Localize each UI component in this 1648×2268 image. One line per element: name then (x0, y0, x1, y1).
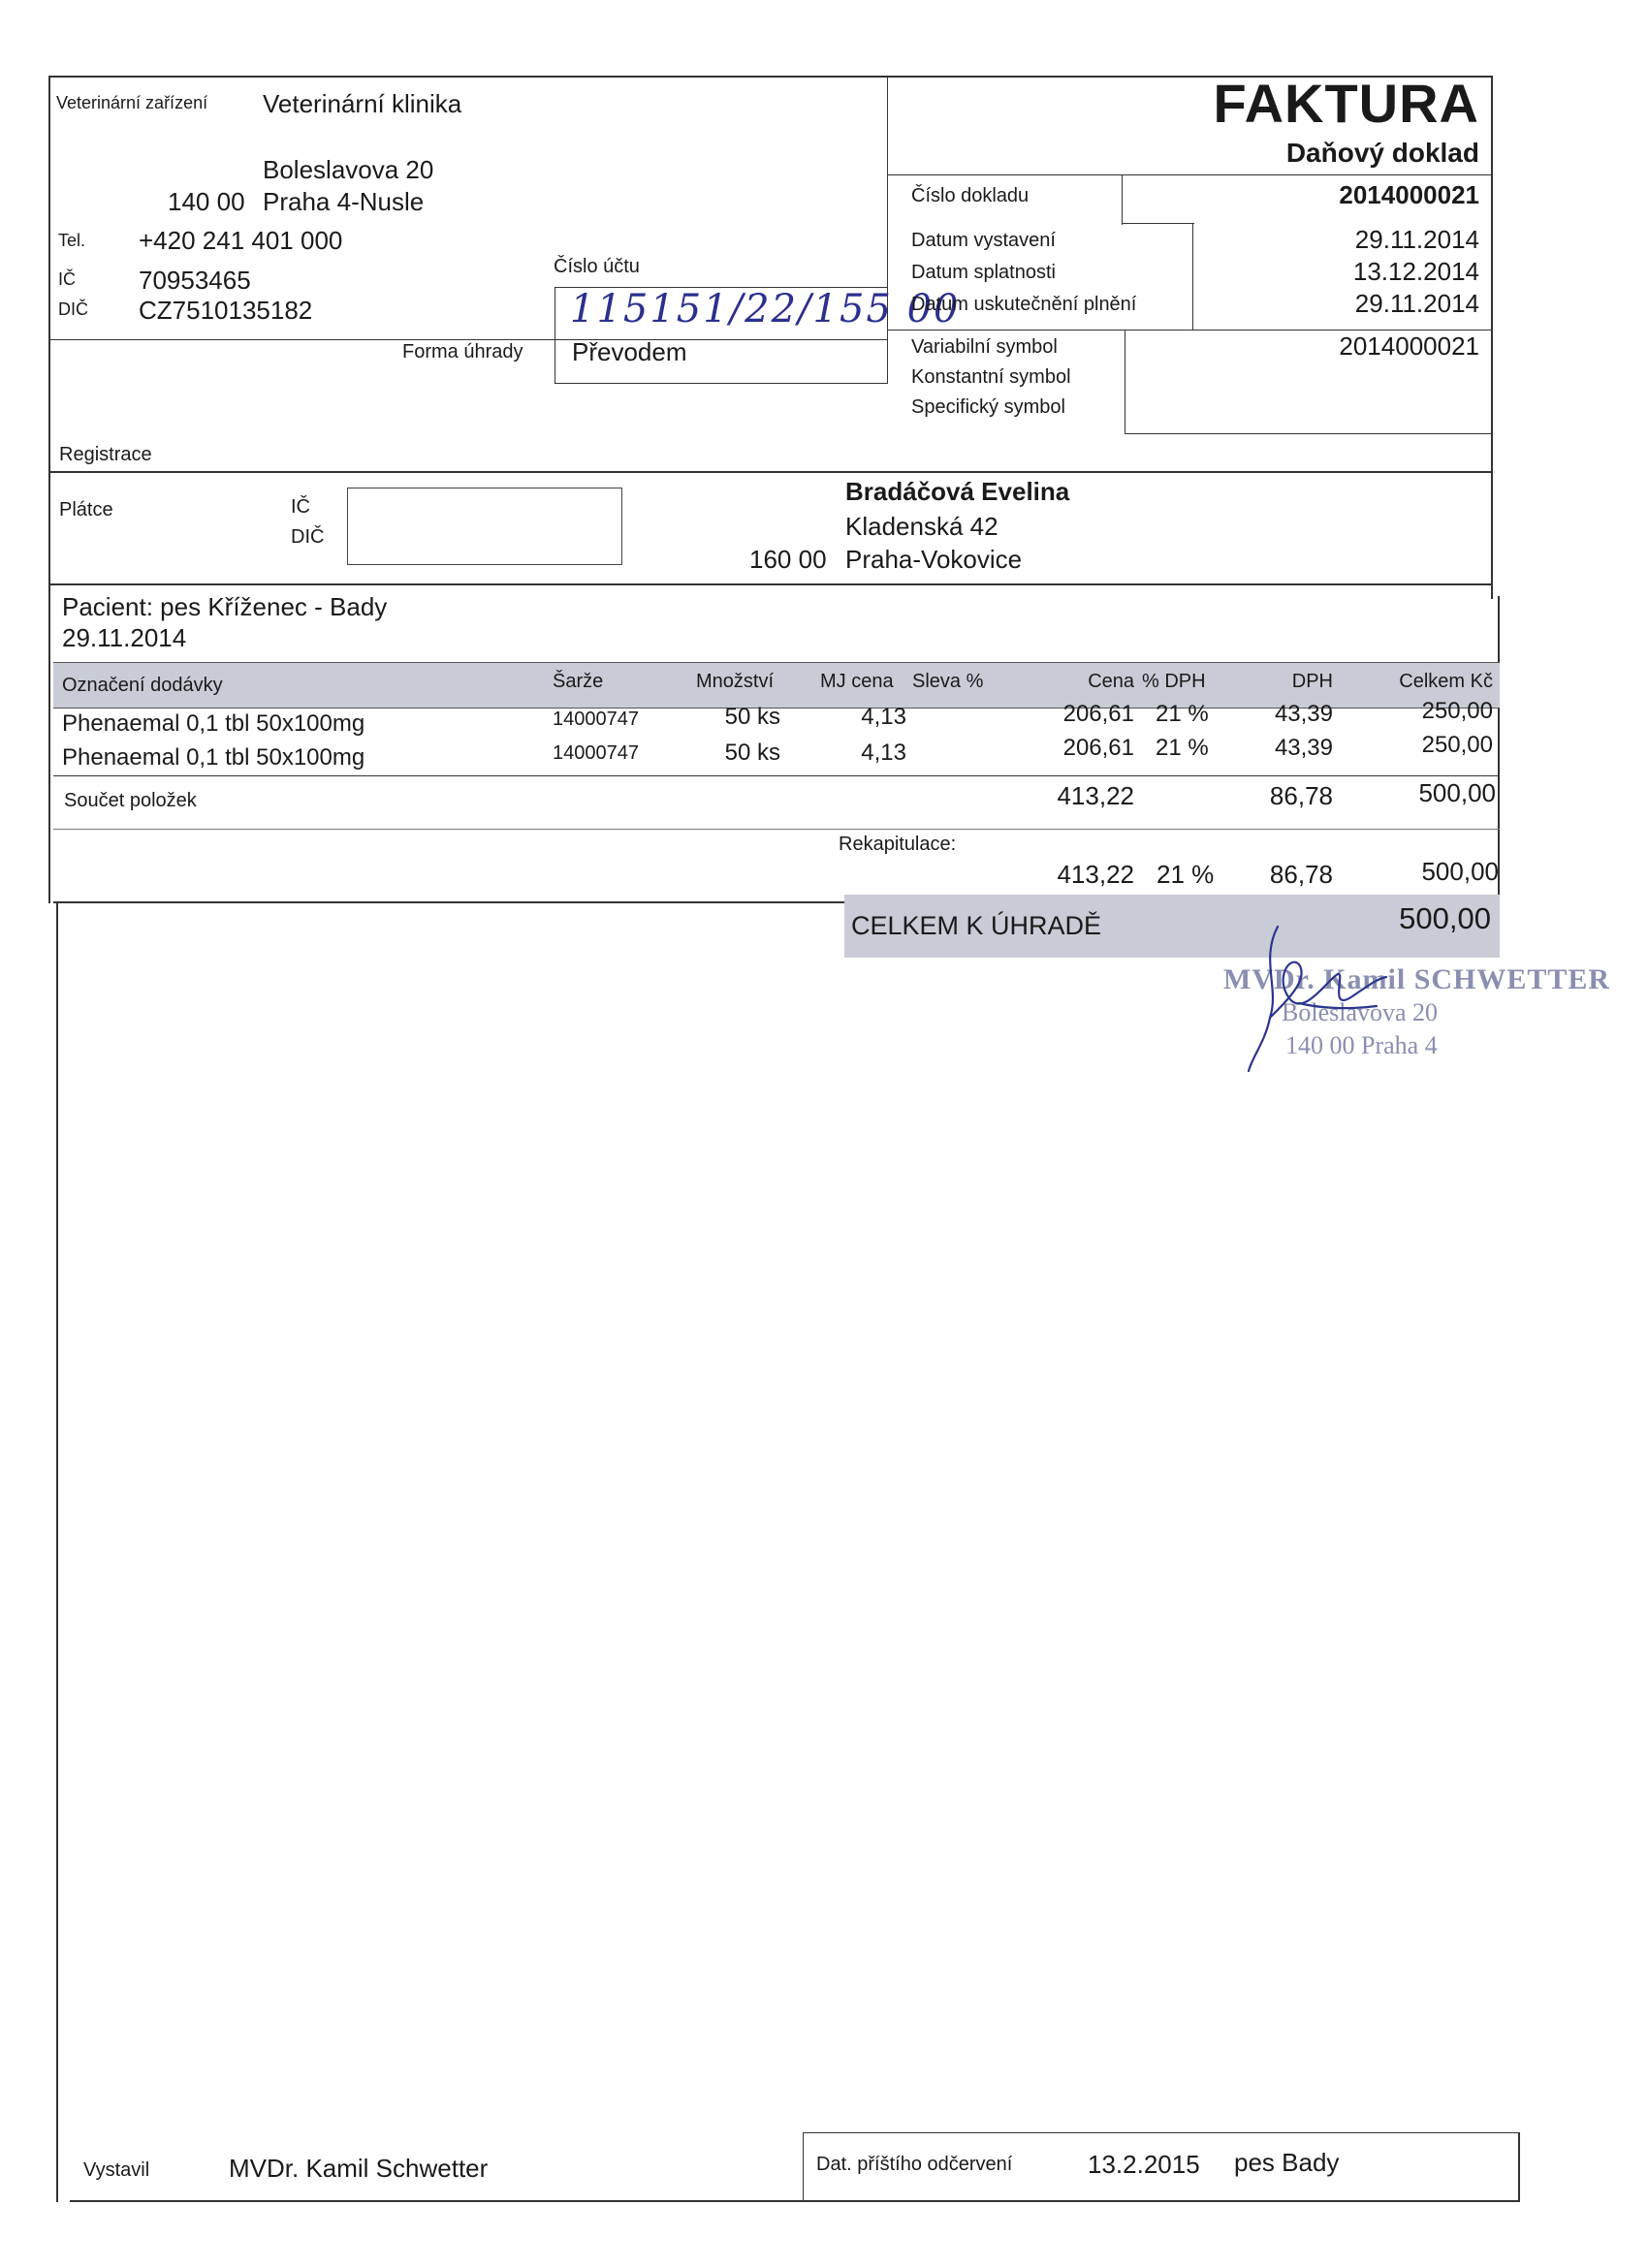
patient-date: 29.11.2014 (62, 623, 187, 652)
col-batch: Šarže (553, 671, 604, 692)
label-items-sum: Součet položek (64, 790, 197, 811)
invoice-subtitle: Daňový doklad (1285, 138, 1479, 168)
row-unit-price: 4,13 (861, 740, 906, 766)
row-qty: 50 ks (724, 740, 780, 766)
recap-total: 500,00 (1421, 857, 1499, 886)
label-specific-symbol: Specifický symbol (911, 396, 1065, 418)
customer-street: Kladenská 42 (845, 512, 998, 541)
payer-id-box (347, 488, 622, 565)
row-vat: 43,39 (1274, 701, 1333, 727)
row-total: 250,00 (1421, 698, 1493, 724)
customer-top-line (50, 471, 1493, 473)
footer-box-left (803, 2132, 804, 2202)
supplier-zip: 140 00 (168, 187, 245, 216)
col-total: Celkem Kč (1399, 671, 1493, 692)
rows-bottom-line (53, 775, 1500, 776)
header-vertical-divider (887, 76, 888, 384)
invoice-title: FAKTURA (1213, 73, 1479, 134)
col-item: Označení dodávky (62, 675, 223, 696)
col-vat: DPH (1291, 671, 1333, 692)
account-number-handwritten: 115151/22/155 00 (570, 287, 961, 331)
next-deworming-date: 13.2.2015 (1088, 2150, 1200, 2179)
label-next-deworming: Dat. příštího odčervení (816, 2154, 1013, 2175)
grand-total: 500,00 (1399, 901, 1491, 935)
col-vat-pct: % DPH (1142, 671, 1206, 692)
frame-bottom (70, 2200, 1519, 2202)
customer-zip: 160 00 (749, 545, 827, 574)
frame-left-lower (56, 901, 58, 2202)
stamp-line-3: 140 00 Praha 4 (1285, 1031, 1438, 1059)
supplier-bottom-line (50, 339, 887, 340)
row-batch: 14000747 (553, 709, 639, 730)
customer-city: Praha-Vokovice (845, 545, 1023, 574)
col-price: Cena (1088, 671, 1134, 692)
supplier-name: Veterinární klinika (263, 89, 462, 118)
signature (1231, 921, 1406, 1076)
frame-right-upper (1491, 76, 1493, 599)
label-issued-by: Vystavil (83, 2159, 150, 2181)
label-grand-total: CELKEM K ÚHRADĚ (851, 911, 1102, 940)
sum-total: 500,00 (1418, 778, 1496, 807)
label-payer-ic: IČ (291, 496, 310, 518)
header-docno-line (887, 174, 1493, 175)
symbols-box-bottom (1125, 433, 1493, 434)
col-unit-price: MJ cena (820, 671, 894, 692)
supplier-tel: +420 241 401 000 (139, 226, 343, 255)
stamp-line-1: MVDr. Kamil SCHWETTER (1223, 963, 1611, 995)
row-qty: 50 ks (724, 704, 780, 730)
label-payer-dic: DIČ (291, 526, 325, 548)
recap-price: 413,22 (1057, 860, 1134, 889)
label-date-due: Datum splatnosti (911, 262, 1056, 283)
label-doc-number: Číslo dokladu (911, 185, 1030, 206)
label-facility: Veterinární zařízení (56, 93, 208, 112)
row-batch: 14000747 (553, 742, 639, 764)
label-date-taxable: Datum uskutečnění plnění (911, 294, 1137, 315)
recap-vat: 86,78 (1269, 860, 1333, 889)
payment-method: Převodem (572, 337, 687, 366)
footer-box-top (803, 2132, 1520, 2133)
docno-box-bottom (1122, 223, 1194, 224)
label-variable-symbol: Variabilní symbol (911, 336, 1058, 358)
sum-vat: 86,78 (1269, 781, 1333, 810)
label-payer: Plátce (59, 499, 113, 520)
customer-name: Bradáčová Evelina (845, 477, 1070, 506)
row-vat-pct: 21 % (1156, 735, 1209, 761)
doc-number: 2014000021 (1339, 180, 1479, 209)
label-payment-method: Forma úhrady (402, 341, 523, 362)
sum-price: 413,22 (1057, 781, 1134, 810)
issued-by: MVDr. Kamil Schwetter (229, 2154, 489, 2183)
supplier-ic: 70953465 (139, 266, 251, 295)
patient-line: Pacient: pes Kříženec - Bady (62, 592, 388, 621)
row-price: 206,61 (1062, 701, 1134, 727)
row-price: 206,61 (1062, 735, 1134, 761)
row-item: Phenaemal 0,1 tbl 50x100mg (62, 710, 365, 737)
date-due: 13.12.2014 (1352, 257, 1479, 286)
col-qty: Množství (696, 671, 775, 692)
docno-box-left (1122, 174, 1123, 225)
label-tel: Tel. (58, 231, 86, 250)
recap-vat-pct: 21 % (1157, 860, 1215, 889)
customer-bottom-line (50, 583, 1493, 585)
col-discount: Sleva % (912, 671, 984, 692)
date-issued: 29.11.2014 (1354, 225, 1479, 254)
label-date-issued: Datum vystavení (911, 230, 1056, 251)
label-registration: Registrace (59, 444, 152, 465)
row-vat-pct: 21 % (1156, 701, 1209, 727)
pet-name: pes Bady (1234, 2148, 1340, 2177)
label-supplier-dic: DIČ (58, 299, 88, 319)
dates-bottom-line (887, 330, 1493, 331)
row-vat: 43,39 (1274, 735, 1333, 761)
frame-right-bottom (1518, 2132, 1520, 2202)
supplier-dic: CZ7510135182 (139, 296, 313, 325)
frame-left-upper (48, 76, 50, 903)
label-account: Číslo účtu (554, 256, 640, 277)
dates-box-left (1192, 223, 1193, 330)
label-supplier-ic: IČ (58, 269, 76, 289)
row-item: Phenaemal 0,1 tbl 50x100mg (62, 744, 365, 771)
label-recap: Rekapitulace: (839, 834, 957, 855)
sum-bottom-line (53, 829, 1500, 830)
supplier-street: Boleslavova 20 (263, 155, 434, 184)
label-constant-symbol: Konstantní symbol (911, 366, 1071, 388)
variable-symbol: 2014000021 (1339, 331, 1479, 361)
account-box-bottom (555, 383, 888, 384)
row-total: 250,00 (1421, 732, 1493, 758)
supplier-city: Praha 4-Nusle (263, 187, 425, 216)
row-unit-price: 4,13 (861, 704, 906, 730)
date-taxable: 29.11.2014 (1354, 289, 1479, 318)
stamp-line-2: Boleslavova 20 (1282, 998, 1439, 1026)
